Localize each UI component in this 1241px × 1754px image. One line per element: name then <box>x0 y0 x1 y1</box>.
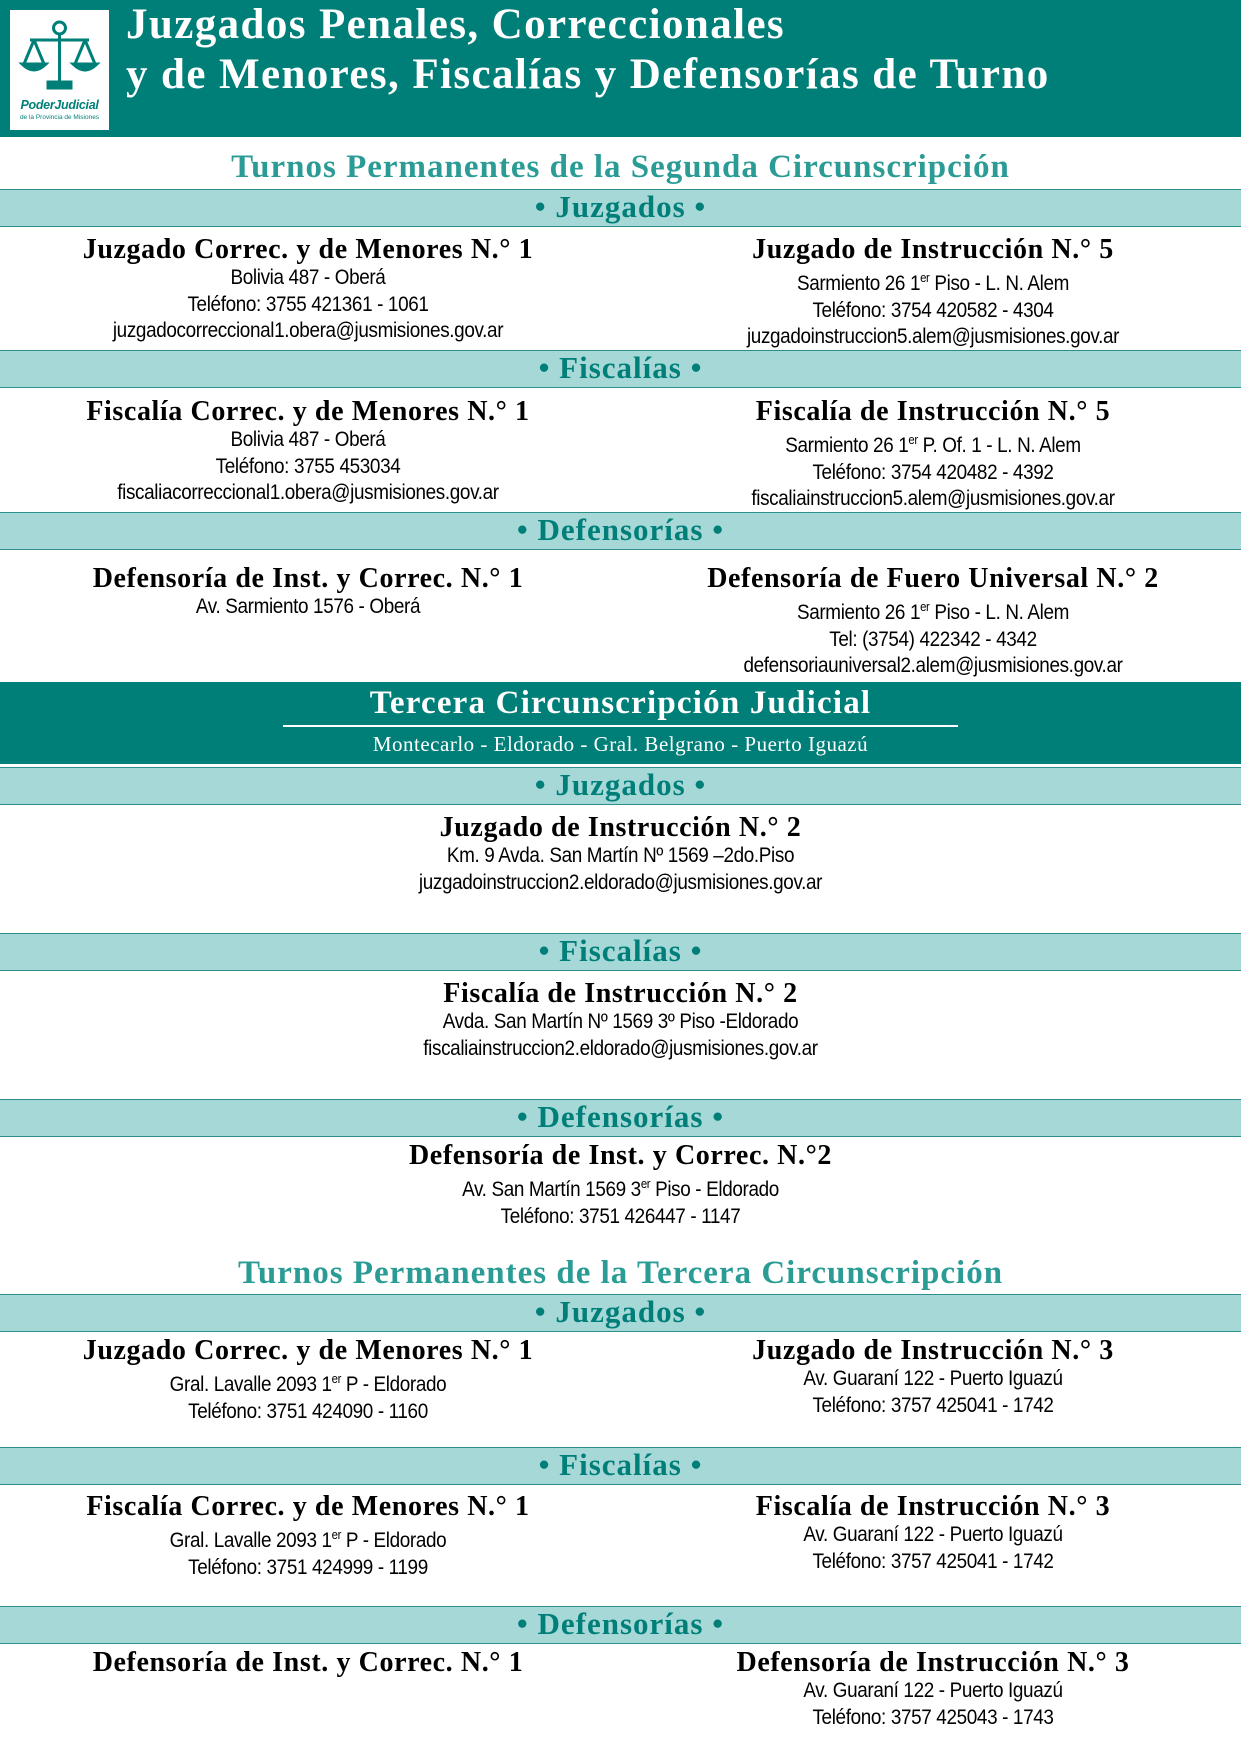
entry-phone: Teléfono: 3757 425043 - 1743 <box>812 1705 1054 1729</box>
band-defensorias: • Defensorías • <box>0 512 1241 550</box>
entry-address: Avda. San Martín Nº 1569 3º Piso -Eldorado <box>442 1010 799 1033</box>
entry-address: Bolivia 487 - Oberá <box>230 266 386 289</box>
entry-phone: Teléfono: 3757 425041 - 1742 <box>812 1549 1054 1573</box>
band-juzgados: • Juzgados • <box>0 189 1241 227</box>
poder-judicial-logo <box>10 10 109 130</box>
entry-address: Av. San Martín 1569 3er Piso - Eldorado <box>462 1177 779 1201</box>
entry-phone: Teléfono: 3754 420482 - 4392 <box>812 460 1054 484</box>
entry-name: Defensoría de Inst. y Correc. N.° 1 <box>92 563 524 594</box>
band-fiscalias: • Fiscalías • <box>0 933 1241 971</box>
entry-name: Defensoría de Fuero Universal N.° 2 <box>707 563 1159 594</box>
scales-of-justice-icon <box>16 16 103 96</box>
logo-subtext: de la Provincia de Misiones <box>19 114 100 121</box>
section-title-tercera: Tercera Circunscripción Judicial <box>369 685 872 721</box>
band-juzgados: • Juzgados • <box>0 767 1241 805</box>
entry-address: Av. Sarmiento 1576 - Oberá <box>195 595 421 618</box>
entry-address: Gral. Lavalle 2093 1er P - Eldorado <box>169 1528 447 1552</box>
band-fiscalias: • Fiscalías • <box>0 1447 1241 1485</box>
entry-name: Fiscalía de Instrucción N.° 5 <box>755 396 1111 427</box>
entry-phone: Teléfono: 3754 420582 - 4304 <box>812 298 1054 322</box>
entry-address: Sarmiento 26 1er P. Of. 1 - L. N. Alem <box>785 433 1081 457</box>
band-defensorias: • Defensorías • <box>0 1099 1241 1137</box>
entry-phone: Teléfono: 3751 424090 - 1160 <box>188 1399 428 1423</box>
band-fiscalias: • Fiscalías • <box>0 350 1241 388</box>
entry-fiscalia-correc-1-obera <box>18 397 598 507</box>
band-juzgados: • Juzgados • <box>0 1294 1241 1332</box>
entry-email: juzgadocorreccional1.obera@jusmisiones.gov.ar <box>112 319 504 342</box>
entry-juzgado-instruccion-5 <box>643 235 1223 351</box>
entry-email: fiscaliainstruccion2.eldorado@jusmisiones.gov.ar <box>423 1036 818 1060</box>
entry-phone: Teléfono: 3751 424999 - 1199 <box>188 1555 428 1579</box>
entry-phone: Tel: (3754) 422342 - 4342 <box>829 627 1037 651</box>
entry-name: Juzgado de Instrucción N.° 2 <box>439 812 802 843</box>
entry-address: Av. Guaraní 122 - Puerto Iguazú <box>803 1523 1063 1546</box>
entry-phone: Teléfono: 3755 421361 - 1061 <box>187 292 429 316</box>
entry-email: juzgadoinstruccion2.eldorado@jusmisiones.gov.ar <box>418 870 823 894</box>
entry-phone: Teléfono: 3757 425041 - 1742 <box>812 1393 1054 1417</box>
entry-fiscalia-correc-1-eldorado <box>18 1492 598 1581</box>
entry-phone: Teléfono: 3751 426447 - 1147 <box>500 1204 741 1228</box>
entry-name: Fiscalía Correc. y de Menores N.° 1 <box>86 396 530 427</box>
entry-phone: Teléfono: 3755 453034 <box>215 454 401 478</box>
entry-fiscalia-instruccion-5 <box>643 397 1223 513</box>
entry-name: Juzgado de Instrucción N.° 5 <box>752 234 1114 265</box>
entry-defensoria-inst-correc-1 <box>18 564 598 621</box>
entry-name: Defensoría de Inst. y Correc. N.° 1 <box>92 1647 524 1678</box>
entry-name: Defensoría de Inst. y Correc. N.°2 <box>408 1140 832 1171</box>
entry-address: Gral. Lavalle 2093 1er P - Eldorado <box>169 1372 447 1396</box>
entry-fiscalia-instruccion-3 <box>643 1492 1223 1575</box>
page-title-line-1: Juzgados Penales, Correccionales <box>126 1 786 48</box>
entry-email: fiscaliainstruccion5.alem@jusmisiones.gov.ar <box>751 487 1115 510</box>
page-title-line-2: y de Menores, Fiscalías y Defensorías de Turno <box>126 51 1050 98</box>
section-title-segunda: Turnos Permanentes de la Segunda Circunscripción <box>231 149 1010 185</box>
entry-address: Km. 9 Avda. San Martín Nº 1569 –2do.Piso <box>446 844 795 867</box>
entry-juzgado-correc-1-eldorado <box>18 1336 598 1425</box>
entry-fiscalia-instruccion-2 <box>0 979 1241 1062</box>
entry-juzgado-correc-1-obera <box>18 235 598 345</box>
band-defensorias: • Defensorías • <box>0 1606 1241 1644</box>
entry-name: Fiscalía de Instrucción N.° 3 <box>755 1491 1111 1522</box>
entry-email: fiscaliacorreccional1.obera@jusmisiones.gov.ar <box>117 481 499 504</box>
divider <box>283 725 958 727</box>
entry-email: juzgadoinstruccion5.alem@jusmisiones.gov.ar <box>746 325 1120 348</box>
entry-juzgado-instruccion-3 <box>643 1336 1223 1419</box>
entry-email: defensoriauniversal2.alem@jusmisiones.gov.ar <box>743 654 1123 677</box>
section-title-permanentes-tercera: Turnos Permanentes de la Tercera Circunscripción <box>237 1255 1004 1291</box>
entry-address: Sarmiento 26 1er Piso - L. N. Alem <box>796 271 1070 295</box>
entry-name: Defensoría de Instrucción N.° 3 <box>736 1647 1130 1678</box>
entry-juzgado-instruccion-2 <box>0 813 1241 896</box>
entry-address: Av. Guaraní 122 - Puerto Iguazú <box>803 1679 1063 1702</box>
entry-defensoria-fuero-universal-2 <box>643 564 1223 680</box>
entry-defensoria-inst-correc-1-eldorado <box>18 1648 598 1678</box>
entry-address: Bolivia 487 - Oberá <box>230 428 386 451</box>
entry-name: Juzgado Correc. y de Menores N.° 1 <box>82 1335 534 1366</box>
entry-defensoria-inst-correc-2 <box>0 1141 1241 1230</box>
entry-name: Fiscalía de Instrucción N.° 2 <box>443 978 798 1009</box>
logo-text: PoderJudicial <box>20 98 99 112</box>
entry-name: Juzgado Correc. y de Menores N.° 1 <box>82 234 534 265</box>
section-subtitle-localidades: Montecarlo - Eldorado - Gral. Belgrano - Puerto Iguazú <box>372 732 869 756</box>
entry-address: Sarmiento 26 1er Piso - L. N. Alem <box>796 600 1070 624</box>
entry-address: Av. Guaraní 122 - Puerto Iguazú <box>803 1367 1063 1390</box>
entry-name: Juzgado de Instrucción N.° 3 <box>752 1335 1114 1366</box>
entry-name: Fiscalía Correc. y de Menores N.° 1 <box>86 1491 530 1522</box>
entry-defensoria-instruccion-3 <box>643 1648 1223 1731</box>
